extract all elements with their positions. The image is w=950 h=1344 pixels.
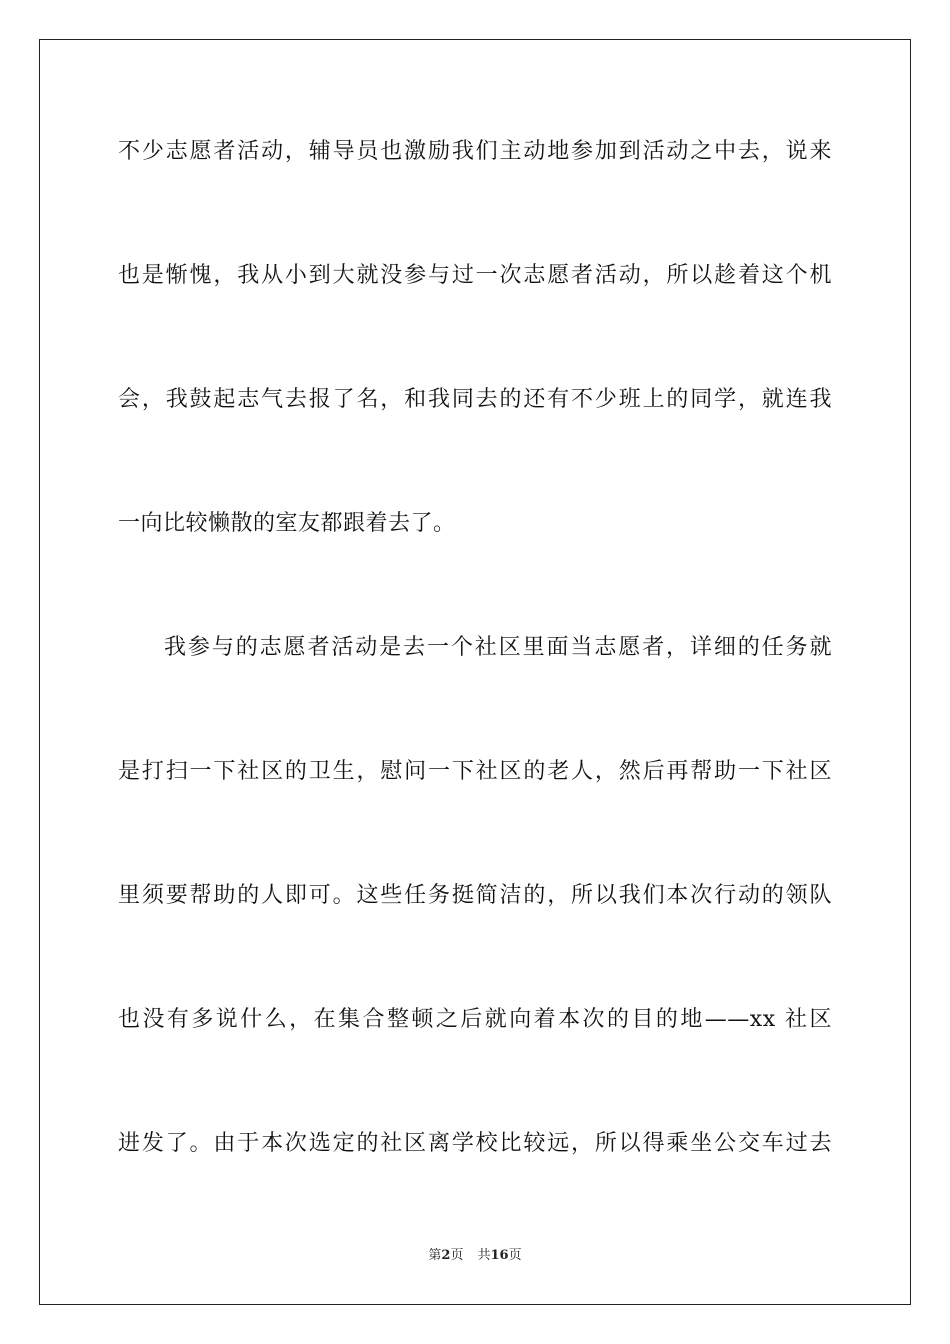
page-footer [0,1246,950,1266]
total-label-suffix: 页 [508,1248,522,1263]
paragraph-line-3: 会，我鼓起志气去报了名，和我同去的还有不少班上的同学，就连我 [118,387,832,412]
total-label-prefix: 共 [477,1248,491,1263]
page-label-suffix: 页 [450,1248,464,1263]
page-label-prefix: 第 [428,1248,442,1263]
page-border [39,39,911,1305]
page-number: 2 [441,1248,451,1263]
total-pages: 16 [490,1248,509,1263]
paragraph-line-1: 不少志愿者活动，辅导员也激励我们主动地参加到活动之中去，说来 [118,139,832,164]
paragraph-line-6: 是打扫一下社区的卫生，慰问一下社区的老人，然后再帮助一下社区 [118,759,832,784]
paragraph-line-4: 一向比较懒散的室友都跟着去了。 [118,511,456,536]
paragraph-line-9: 进发了。由于本次选定的社区离学校比较远，所以得乘坐公交车过去 [118,1131,832,1156]
paragraph-line-5: 我参与的志愿者活动是去一个社区里面当志愿者，详细的任务就 [164,635,832,660]
paragraph-line-2: 也是惭愧，我从小到大就没参与过一次志愿者活动，所以趁着这个机 [118,263,832,288]
paragraph-line-7: 里须要帮助的人即可。这些任务挺简洁的，所以我们本次行动的领队 [118,883,832,908]
paragraph-line-8: 也没有多说什么，在集合整顿之后就向着本次的目的地——xx 社区 [118,1007,832,1032]
